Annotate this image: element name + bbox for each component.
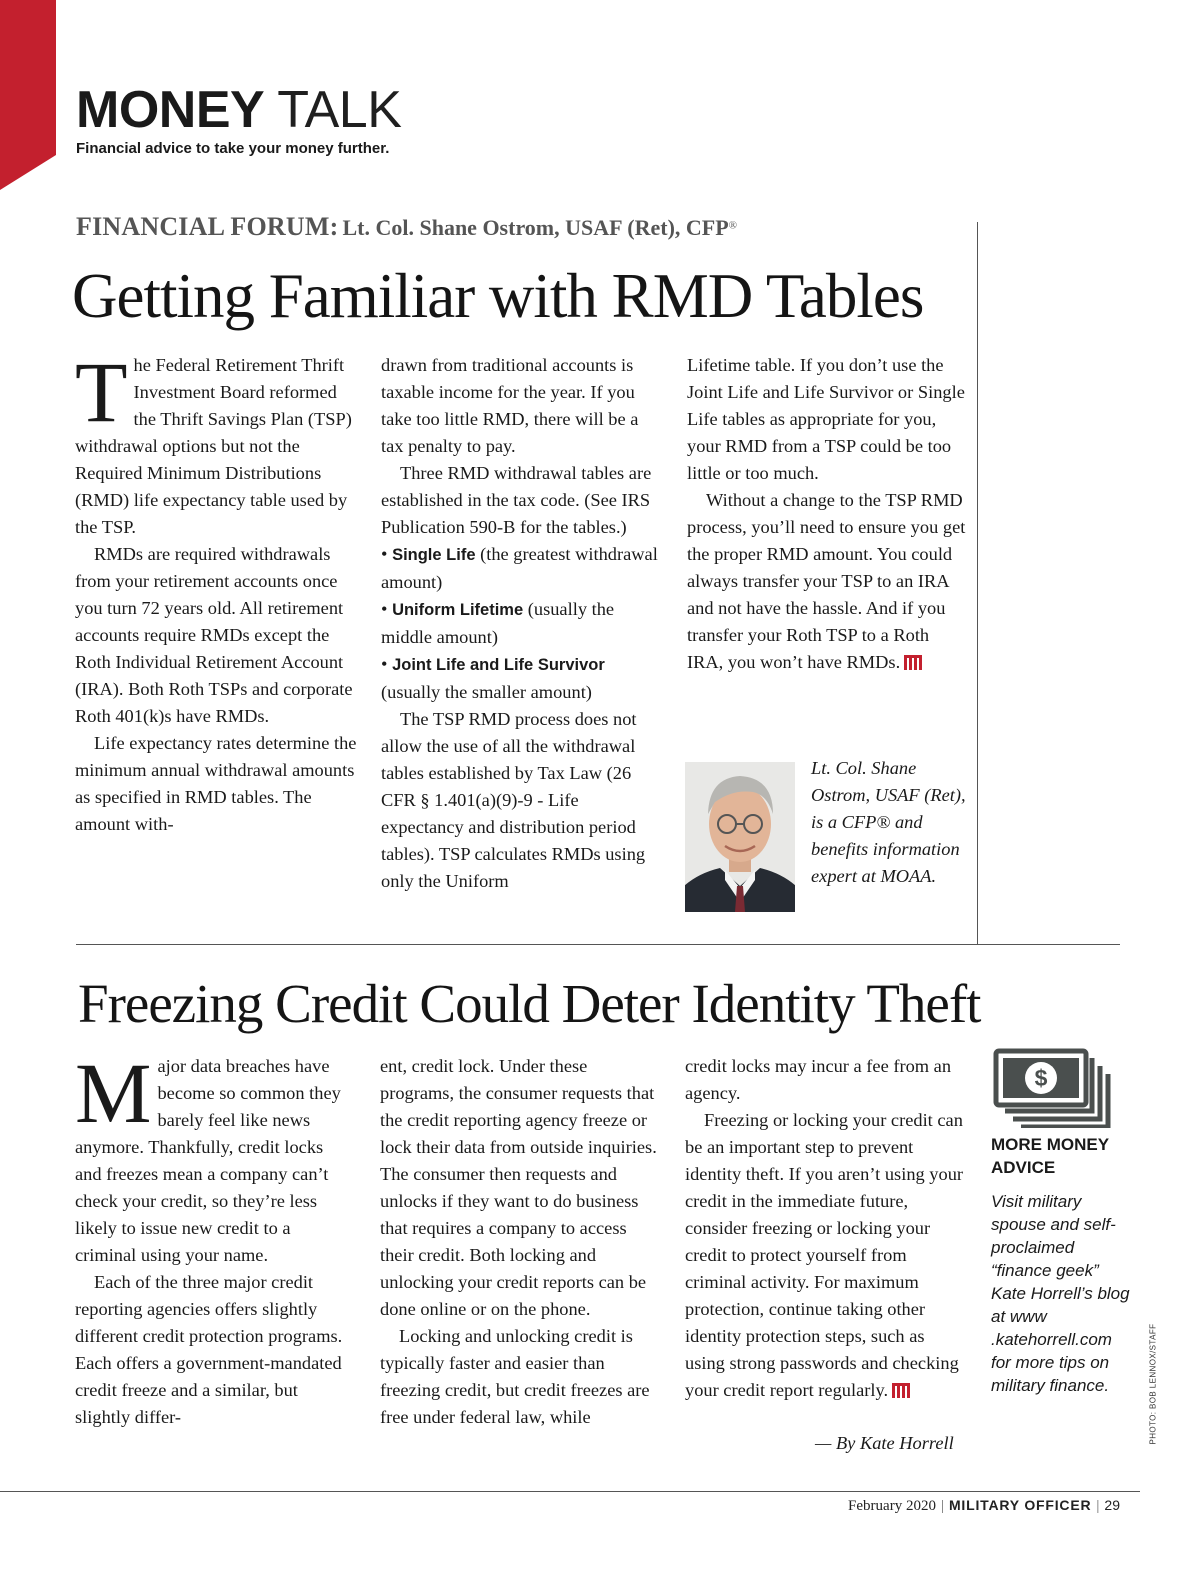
bullet-uniform-lifetime: • Uniform Lifetime (usually the middle amount) bbox=[381, 599, 615, 647]
end-mark-icon bbox=[904, 655, 922, 670]
drop-cap: T bbox=[75, 344, 128, 440]
bullet-joint-life: • Joint Life and Life Survivor (usually the smaller amount) bbox=[381, 654, 605, 702]
section-tagline: Financial advice to take your money further. bbox=[76, 140, 390, 157]
article-headline-rmd: Getting Familiar with RMD Tables bbox=[72, 261, 924, 331]
svg-text:$: $ bbox=[1034, 1065, 1048, 1091]
article2-column-3: credit locks may incur a fee from an agency. Freezing or locking your credit can be an important step to prevent identity theft. If you aren’t using your credit in the immediate future, consider freezing or locking your credit to protect yourself from criminal activity. For maximum protection, continue taking other identity protection steps, such as using strong passwords and checking your credit report regularly. bbox=[685, 1056, 964, 1400]
article1-column-1: The Federal Retirement Thrift Investment Board reformed the Thrift Savings Plan (TSP) withdrawal options but not the Required Minimum Distributions (RMD) life expectancy table used by the TSP. RMDs are required withdrawals from your retirement accounts once you turn 72 years old. All retirement accounts require RMDs except the Roth Individual Retirement Account (IRA). Both Roth TSPs and corporate Roth 401(k)s have RMDs. Life expectancy rates determine the minimum annual withdrawal amounts as specified in RMD tables. The amount with- bbox=[75, 344, 357, 834]
article1-column-2: drawn from traditional accounts is taxable income for the year. If you take too little RMD, there will be a tax penalty to pay. Three RMD withdrawal tables are established in the tax code. (See IRS Publication 590-B for the tables.) • Single Life (the greatest withdrawal amount) • Uniform Lifetime (usually the middle amount) • Joint Life and Life Survivor (usually the smaller amount) The TSP RMD process does not allow the use of all the withdrawal tables established by Tax Law (26 CFR § 1.401(a)(9)-9 - Life expectancy and distribution period tables). TSP calculates RMDs using only the Uniform bbox=[381, 352, 661, 895]
page-number: 29 bbox=[1104, 1497, 1120, 1513]
section-title: MONEY TALK bbox=[76, 81, 402, 139]
column-divider bbox=[977, 222, 978, 944]
article2-column-1: Major data breaches have become so common they barely feel like news anymore. Thankfully, credit locks and freezes mean a company can’t check your credit, so they’re less likely to issue new credit to a criminal using your name. Each of the three major credit reporting agencies offers slightly different credit protection programs. Each offers a government-mandated credit freeze and a similar, but slightly differ- bbox=[75, 1045, 343, 1427]
bullet-single-life: • Single Life (the greatest withdrawal amount) bbox=[381, 544, 658, 592]
article-headline-credit: Freezing Credit Could Deter Identity Theft bbox=[78, 973, 981, 1034]
sidebar-body: Visit military spouse and self-proclaimed “finance geek” Kate Horrell’s blog at www .katehorrell.com for more tips on military finance. bbox=[991, 1192, 1130, 1395]
author-photo bbox=[685, 762, 795, 912]
drop-cap: M bbox=[75, 1045, 152, 1141]
sidebar-title: MORE MONEY ADVICE bbox=[991, 1135, 1109, 1177]
red-corner-tab bbox=[0, 0, 56, 190]
forum-byline: FINANCIAL FORUM: Lt. Col. Shane Ostrom, USAF (Ret), CFP® bbox=[76, 212, 738, 241]
photo-credit: PHOTO: BOB LENNOX/STAFF bbox=[1148, 1323, 1158, 1445]
footer-rule bbox=[0, 1491, 1140, 1492]
page-footer: February 2020 | MILITARY OFFICER | 29 bbox=[848, 1497, 1120, 1514]
article-byline: — By Kate Horrell bbox=[815, 1433, 954, 1453]
article1-column-3: Lifetime table. If you don’t use the Joint Life and Life Survivor or Single Life tables as appropriate for you, your RMD from a TSP could be too little or too much. Without a change to the TSP RMD process, you’ll need to ensure you get the proper RMD amount. You could always transfer your TSP to an IRA and not have the hassle. And if you transfer your Roth TSP to a Roth IRA, you won’t have RMDs. bbox=[687, 355, 966, 672]
magazine-name: MILITARY OFFICER bbox=[948, 1497, 1092, 1513]
article2-column-2: ent, credit lock. Under these programs, the consumer requests that the credit reporting agency freeze or lock their data from outside inquiries. The consumer then requests and unlocks if they want to do business that requires a company to access their credit. Both locking and unlocking your credit reports can be done online or on the phone. Locking and unlocking credit is typically faster and easier than freezing credit, but credit freezes are free under federal law, while bbox=[380, 1056, 657, 1427]
money-stack-icon bbox=[993, 1048, 1113, 1128]
section-divider bbox=[76, 944, 1120, 945]
issue-date: February 2020 bbox=[848, 1498, 936, 1514]
author-bio: Lt. Col. Shane Ostrom, USAF (Ret), is a CFP® and benefits information expert at MOAA. bbox=[811, 758, 966, 886]
end-mark-icon bbox=[892, 1383, 910, 1398]
